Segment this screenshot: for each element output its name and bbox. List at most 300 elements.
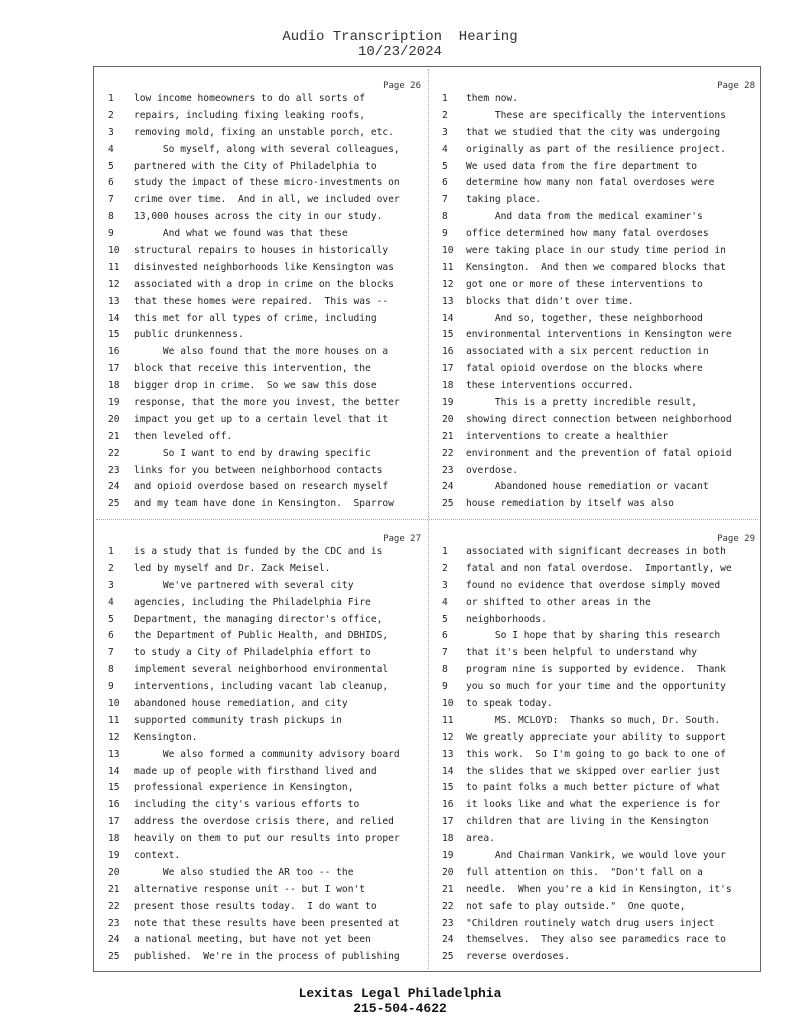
line-text: the Department of Public Health, and DBHIDS, <box>134 630 389 642</box>
transcript-line <box>428 848 763 865</box>
footer-company: Lexitas Legal Philadelphia <box>298 986 502 1001</box>
transcript-line <box>428 578 763 595</box>
transcript-line <box>428 882 763 899</box>
transcript-lines <box>94 544 429 966</box>
line-number: 25 <box>108 498 120 510</box>
line-text: house remediation by itself was also <box>466 498 674 510</box>
line-text: this met for all types of crime, including <box>134 312 377 324</box>
page-panel-26 <box>94 67 429 519</box>
line-text: And what we found was that these <box>134 228 348 240</box>
line-number: 2 <box>108 562 114 574</box>
line-text: environment and the prevention of fatal opioid <box>466 447 732 459</box>
line-number: 4 <box>442 143 448 155</box>
line-number: 25 <box>108 951 120 963</box>
line-number: 2 <box>108 109 114 121</box>
line-text: showing direct connection between neighborhood <box>466 413 732 425</box>
line-number: 20 <box>108 413 120 425</box>
transcript-line <box>428 243 763 260</box>
transcript-line <box>94 209 429 226</box>
line-number: 6 <box>108 177 114 189</box>
line-text: crime over time. And in all, we included over <box>134 194 400 206</box>
line-number: 25 <box>442 951 454 963</box>
transcript-line <box>428 395 763 412</box>
transcript-line <box>428 175 763 192</box>
line-number: 16 <box>442 346 454 358</box>
line-number: 17 <box>108 363 120 375</box>
line-text: overdose. <box>466 464 518 476</box>
line-text: Kensington. And then we compared blocks that <box>466 261 726 273</box>
transcript-line <box>428 378 763 395</box>
line-text: bigger drop in crime. So we saw this dose <box>134 380 377 392</box>
line-number: 6 <box>442 630 448 642</box>
line-number: 3 <box>108 579 114 591</box>
line-number: 1 <box>442 93 448 104</box>
page-number: Page 27 <box>383 534 421 544</box>
line-number: 15 <box>442 782 454 794</box>
transcript-line <box>428 764 763 781</box>
line-number: 17 <box>108 816 120 828</box>
transcript-line <box>428 679 763 696</box>
line-number: 4 <box>108 143 114 155</box>
line-text: associated with significant decreases in both <box>466 546 726 557</box>
line-number: 7 <box>442 647 448 659</box>
line-number: 19 <box>442 397 454 409</box>
line-number: 8 <box>442 211 448 223</box>
transcript-line <box>428 311 763 328</box>
line-text: to study a City of Philadelphia effort to <box>134 647 371 659</box>
line-text: We also studied the AR too -- the <box>134 866 354 878</box>
line-text: a national meeting, but have not yet been <box>134 934 371 946</box>
line-text: and opioid overdose based on research myself <box>134 481 389 493</box>
line-number: 10 <box>442 245 454 257</box>
line-number: 11 <box>442 714 454 726</box>
transcript-line <box>94 108 429 125</box>
line-number: 15 <box>442 329 454 341</box>
line-text: structural repairs to houses in historically <box>134 245 389 257</box>
transcript-line <box>94 645 429 662</box>
transcript-line <box>94 561 429 578</box>
line-number: 14 <box>108 765 120 777</box>
line-text: then leveled off. <box>134 430 233 442</box>
line-text: including the city's various efforts to <box>134 799 360 811</box>
line-text: these interventions occurred. <box>466 380 634 392</box>
transcript-line <box>94 814 429 831</box>
line-text: impact you get up to a certain level that it <box>134 413 389 425</box>
line-text: that we studied that the city was undergoing <box>466 126 721 138</box>
line-text: blocks that didn't over time. <box>466 295 634 307</box>
line-text: address the overdose crisis there, and relied <box>134 816 394 828</box>
transcript-line <box>428 361 763 378</box>
line-text: fatal and non fatal overdose. Importantly, we <box>466 562 732 574</box>
transcript-line <box>428 209 763 226</box>
line-text: alternative response unit -- but I won't <box>134 883 366 895</box>
line-text: to speak today. <box>466 698 553 710</box>
line-text: heavily on them to put our results into proper <box>134 833 400 845</box>
transcript-line <box>428 865 763 882</box>
transcript-line <box>94 696 429 713</box>
page-panel-27 <box>94 520 429 972</box>
line-number: 5 <box>108 613 114 625</box>
line-number: 22 <box>108 447 120 459</box>
transcript-line <box>94 797 429 814</box>
line-number: 4 <box>108 596 114 608</box>
line-text: note that these results have been presented at <box>134 917 400 929</box>
line-text: abandoned house remediation, and city <box>134 698 348 710</box>
line-text: We've partnered with several city <box>134 579 354 591</box>
line-text: this work. So I'm going to go back to one of <box>466 748 726 760</box>
transcript-line <box>94 578 429 595</box>
transcript-line <box>94 831 429 848</box>
transcript-line <box>94 361 429 378</box>
page-number: Page 26 <box>383 81 421 91</box>
line-number: 16 <box>108 346 120 358</box>
line-number: 18 <box>108 380 120 392</box>
line-number: 25 <box>442 498 454 510</box>
line-number: 9 <box>108 681 114 693</box>
line-text: associated with a drop in crime on the blocks <box>134 278 394 290</box>
line-number: 6 <box>442 177 448 189</box>
transcript-line <box>428 463 763 480</box>
transcript-line <box>94 294 429 311</box>
line-text: that these homes were repaired. This was -- <box>134 295 389 307</box>
line-number: 13 <box>108 748 120 760</box>
transcript-line <box>428 645 763 662</box>
transcript-line <box>428 412 763 429</box>
transcript-line <box>94 916 429 933</box>
transcript-line <box>94 865 429 882</box>
line-text: themselves. They also see paramedics race to <box>466 934 726 946</box>
transcript-line <box>428 327 763 344</box>
transcript-line <box>428 628 763 645</box>
line-number: 12 <box>442 278 454 290</box>
line-number: 10 <box>108 245 120 257</box>
line-text: response, that the more you invest, the better <box>134 397 400 409</box>
line-number: 22 <box>442 900 454 912</box>
line-number: 22 <box>108 900 120 912</box>
line-text: Kensington. <box>134 731 198 743</box>
line-number: 22 <box>442 447 454 459</box>
transcript-line <box>94 662 429 679</box>
line-number: 13 <box>108 295 120 307</box>
line-number: 12 <box>442 731 454 743</box>
line-number: 16 <box>442 799 454 811</box>
line-number: 5 <box>442 160 448 172</box>
line-number: 19 <box>442 850 454 862</box>
transcript-line <box>94 479 429 496</box>
line-number: 20 <box>442 866 454 878</box>
line-text: supported community trash pickups in <box>134 714 342 726</box>
line-number: 2 <box>442 562 448 574</box>
transcript-line <box>94 544 429 561</box>
transcript-line <box>94 899 429 916</box>
transcript-line <box>94 882 429 899</box>
line-text: led by myself and Dr. Zack Meisel. <box>134 562 331 574</box>
transcript-line <box>94 192 429 209</box>
transcript-line <box>428 797 763 814</box>
transcript-line <box>94 159 429 176</box>
line-number: 23 <box>442 917 454 929</box>
line-text: children that are living in the Kensington <box>466 816 709 828</box>
line-number: 21 <box>442 883 454 895</box>
line-number: 14 <box>108 312 120 324</box>
transcript-line <box>428 344 763 361</box>
line-text: needle. When you're a kid in Kensington, it's <box>466 883 732 895</box>
transcript-line <box>428 932 763 949</box>
line-number: 21 <box>108 883 120 895</box>
transcript-line <box>94 628 429 645</box>
line-number: 11 <box>442 261 454 273</box>
line-text: context. <box>134 850 181 862</box>
transcript-line <box>94 949 429 966</box>
line-text: And Chairman Vankirk, we would love your <box>466 850 726 862</box>
line-number: 11 <box>108 261 120 273</box>
document-title: Audio Transcription Hearing <box>282 29 518 45</box>
line-number: 13 <box>442 748 454 760</box>
line-number: 19 <box>108 397 120 409</box>
transcript-line <box>94 595 429 612</box>
line-number: 14 <box>442 312 454 324</box>
line-text: Abandoned house remediation or vacant <box>466 481 709 493</box>
transcript-lines <box>428 544 763 966</box>
line-number: 7 <box>442 194 448 206</box>
transcript-line <box>94 395 429 412</box>
transcript-line <box>94 226 429 243</box>
transcript-line <box>428 696 763 713</box>
line-text: the slides that we skipped over earlier just <box>466 765 721 777</box>
transcript-line <box>94 91 429 108</box>
line-text: implement several neighborhood environmental <box>134 664 389 676</box>
line-number: 23 <box>108 917 120 929</box>
line-text: neighborhoods. <box>466 613 547 625</box>
line-text: And data from the medical examiner's <box>466 211 703 223</box>
transcript-line <box>94 142 429 159</box>
line-text: agencies, including the Philadelphia Fire <box>134 596 371 608</box>
line-text: MS. MCLOYD: Thanks so much, Dr. South. <box>466 714 721 726</box>
line-number: 24 <box>108 934 120 946</box>
transcript-line <box>94 260 429 277</box>
transcript-line <box>94 496 429 513</box>
transcript-line <box>428 277 763 294</box>
line-text: published. We're in the process of publishing <box>134 951 400 963</box>
line-text: it looks like and what the experience is for <box>466 799 721 811</box>
line-number: 8 <box>108 211 114 223</box>
line-number: 7 <box>108 194 114 206</box>
line-number: 1 <box>108 546 114 557</box>
transcript-line <box>94 446 429 463</box>
transcript-line <box>428 561 763 578</box>
transcript-line <box>428 125 763 142</box>
transcript-line <box>428 595 763 612</box>
line-number: 17 <box>442 816 454 828</box>
transcript-line <box>94 311 429 328</box>
line-text: fatal opioid overdose on the blocks where <box>466 363 703 375</box>
line-text: study the impact of these micro-investments on <box>134 177 400 189</box>
line-text: interventions to create a healthier <box>466 430 669 442</box>
transcript-line <box>428 91 763 108</box>
page-number: Page 29 <box>717 534 755 544</box>
line-text: office determined how many fatal overdoses <box>466 228 709 240</box>
line-number: 18 <box>442 833 454 845</box>
transcript-line <box>428 226 763 243</box>
line-text: not safe to play outside." One quote, <box>466 900 686 912</box>
transcript-line <box>428 814 763 831</box>
transcript-line <box>428 713 763 730</box>
line-number: 20 <box>108 866 120 878</box>
transcript-line <box>428 294 763 311</box>
line-text: made up of people with firsthand lived and <box>134 765 377 777</box>
line-number: 7 <box>108 647 114 659</box>
line-number: 2 <box>442 109 448 121</box>
transcript-line <box>94 764 429 781</box>
line-text: 13,000 houses across the city in our study. <box>134 211 383 223</box>
transcript-line <box>428 192 763 209</box>
transcript-line <box>428 612 763 629</box>
line-number: 20 <box>442 413 454 425</box>
line-text: full attention on this. "Don't fall on a <box>466 866 703 878</box>
transcript-line <box>428 544 763 561</box>
line-text: So I hope that by sharing this research <box>466 630 721 642</box>
transcript-line <box>94 730 429 747</box>
line-number: 24 <box>442 934 454 946</box>
line-text: originally as part of the resilience project. <box>466 143 726 155</box>
line-text: disinvested neighborhoods like Kensington was <box>134 261 394 273</box>
line-text: public drunkenness. <box>134 329 244 341</box>
line-text: present those results today. I do want to <box>134 900 377 912</box>
line-number: 24 <box>442 481 454 493</box>
line-number: 11 <box>108 714 120 726</box>
line-number: 10 <box>108 698 120 710</box>
line-number: 18 <box>442 380 454 392</box>
line-text: "Children routinely watch drug users inject <box>466 917 715 929</box>
line-text: We also found that the more houses on a <box>134 346 389 358</box>
line-text: that it's been helpful to understand why <box>466 647 698 659</box>
line-number: 3 <box>442 126 448 138</box>
line-text: and my team have done in Kensington. Sparrow <box>134 498 394 510</box>
line-number: 1 <box>108 93 114 104</box>
transcript-line <box>428 916 763 933</box>
line-number: 9 <box>442 681 448 693</box>
line-text: block that receive this intervention, the <box>134 363 371 375</box>
line-text: found no evidence that overdose simply moved <box>466 579 721 591</box>
line-text: to paint folks a much better picture of what <box>466 782 721 794</box>
transcript-line <box>94 612 429 629</box>
transcript-line <box>94 175 429 192</box>
line-number: 12 <box>108 278 120 290</box>
transcript-line <box>94 277 429 294</box>
line-number: 15 <box>108 329 120 341</box>
line-text: got one or more of these interventions to <box>466 278 703 290</box>
line-text: This is a pretty incredible result, <box>466 397 698 409</box>
line-text: So myself, along with several colleagues, <box>134 143 400 155</box>
line-text: you so much for your time and the opportunity <box>466 681 726 693</box>
document-date: 10/23/2024 <box>357 44 442 60</box>
transcript-line <box>428 496 763 513</box>
line-text: We used data from the fire department to <box>466 160 698 172</box>
transcript-line <box>94 747 429 764</box>
line-text: area. <box>466 833 495 845</box>
transcript-line <box>94 780 429 797</box>
line-number: 9 <box>442 228 448 240</box>
transcript-line <box>428 260 763 277</box>
transcript-line <box>428 949 763 966</box>
line-number: 1 <box>442 546 448 557</box>
line-number: 16 <box>108 799 120 811</box>
transcript-line <box>94 125 429 142</box>
line-number: 9 <box>108 228 114 240</box>
line-text: associated with a six percent reduction in <box>466 346 709 358</box>
line-number: 5 <box>108 160 114 172</box>
line-text: We greatly appreciate your ability to support <box>466 731 726 743</box>
line-text: So I want to end by drawing specific <box>134 447 371 459</box>
line-number: 12 <box>108 731 120 743</box>
line-text: low income homeowners to do all sorts of <box>134 93 366 104</box>
transcript-line <box>94 344 429 361</box>
line-number: 14 <box>442 765 454 777</box>
transcript-line <box>428 446 763 463</box>
line-number: 21 <box>442 430 454 442</box>
transcript-line <box>94 327 429 344</box>
line-text: environmental interventions in Kensington were <box>466 329 732 341</box>
line-number: 5 <box>442 613 448 625</box>
line-number: 17 <box>442 363 454 375</box>
line-number: 15 <box>108 782 120 794</box>
transcript-lines <box>94 91 429 513</box>
line-number: 10 <box>442 698 454 710</box>
line-number: 13 <box>442 295 454 307</box>
transcript-line <box>428 479 763 496</box>
transcript-line <box>428 662 763 679</box>
transcript-line <box>94 713 429 730</box>
footer-phone: 215-504-4622 <box>353 1001 447 1016</box>
line-text: or shifted to other areas in the <box>466 596 651 608</box>
page-panel-29 <box>428 520 763 972</box>
page-number: Page 28 <box>717 81 755 91</box>
line-text: repairs, including fixing leaking roofs, <box>134 109 366 121</box>
transcript-line <box>94 848 429 865</box>
transcript-line <box>428 159 763 176</box>
line-text: determine how many non fatal overdoses were <box>466 177 715 189</box>
line-text: links for you between neighborhood contacts <box>134 464 383 476</box>
transcript-line <box>94 429 429 446</box>
line-text: interventions, including vacant lab cleanup, <box>134 681 389 693</box>
transcript-line <box>428 780 763 797</box>
line-text: professional experience in Kensington, <box>134 782 354 794</box>
transcript-line <box>94 378 429 395</box>
transcript-line <box>428 429 763 446</box>
line-number: 23 <box>108 464 120 476</box>
transcript-line <box>94 932 429 949</box>
line-number: 24 <box>108 481 120 493</box>
line-text: partnered with the City of Philadelphia to <box>134 160 377 172</box>
line-number: 21 <box>108 430 120 442</box>
transcript-line <box>94 412 429 429</box>
document-header <box>0 30 800 60</box>
line-number: 3 <box>108 126 114 138</box>
transcript-line <box>94 679 429 696</box>
line-number: 18 <box>108 833 120 845</box>
line-number: 3 <box>442 579 448 591</box>
transcript-line <box>428 730 763 747</box>
transcript-line <box>428 831 763 848</box>
document-footer <box>0 986 800 1016</box>
page-panel-28 <box>428 67 763 519</box>
transcript-line <box>94 463 429 480</box>
transcript-frame <box>93 66 761 972</box>
line-number: 4 <box>442 596 448 608</box>
line-text: And so, together, these neighborhood <box>466 312 703 324</box>
line-text: is a study that is funded by the CDC and is <box>134 546 383 557</box>
transcript-line <box>94 243 429 260</box>
